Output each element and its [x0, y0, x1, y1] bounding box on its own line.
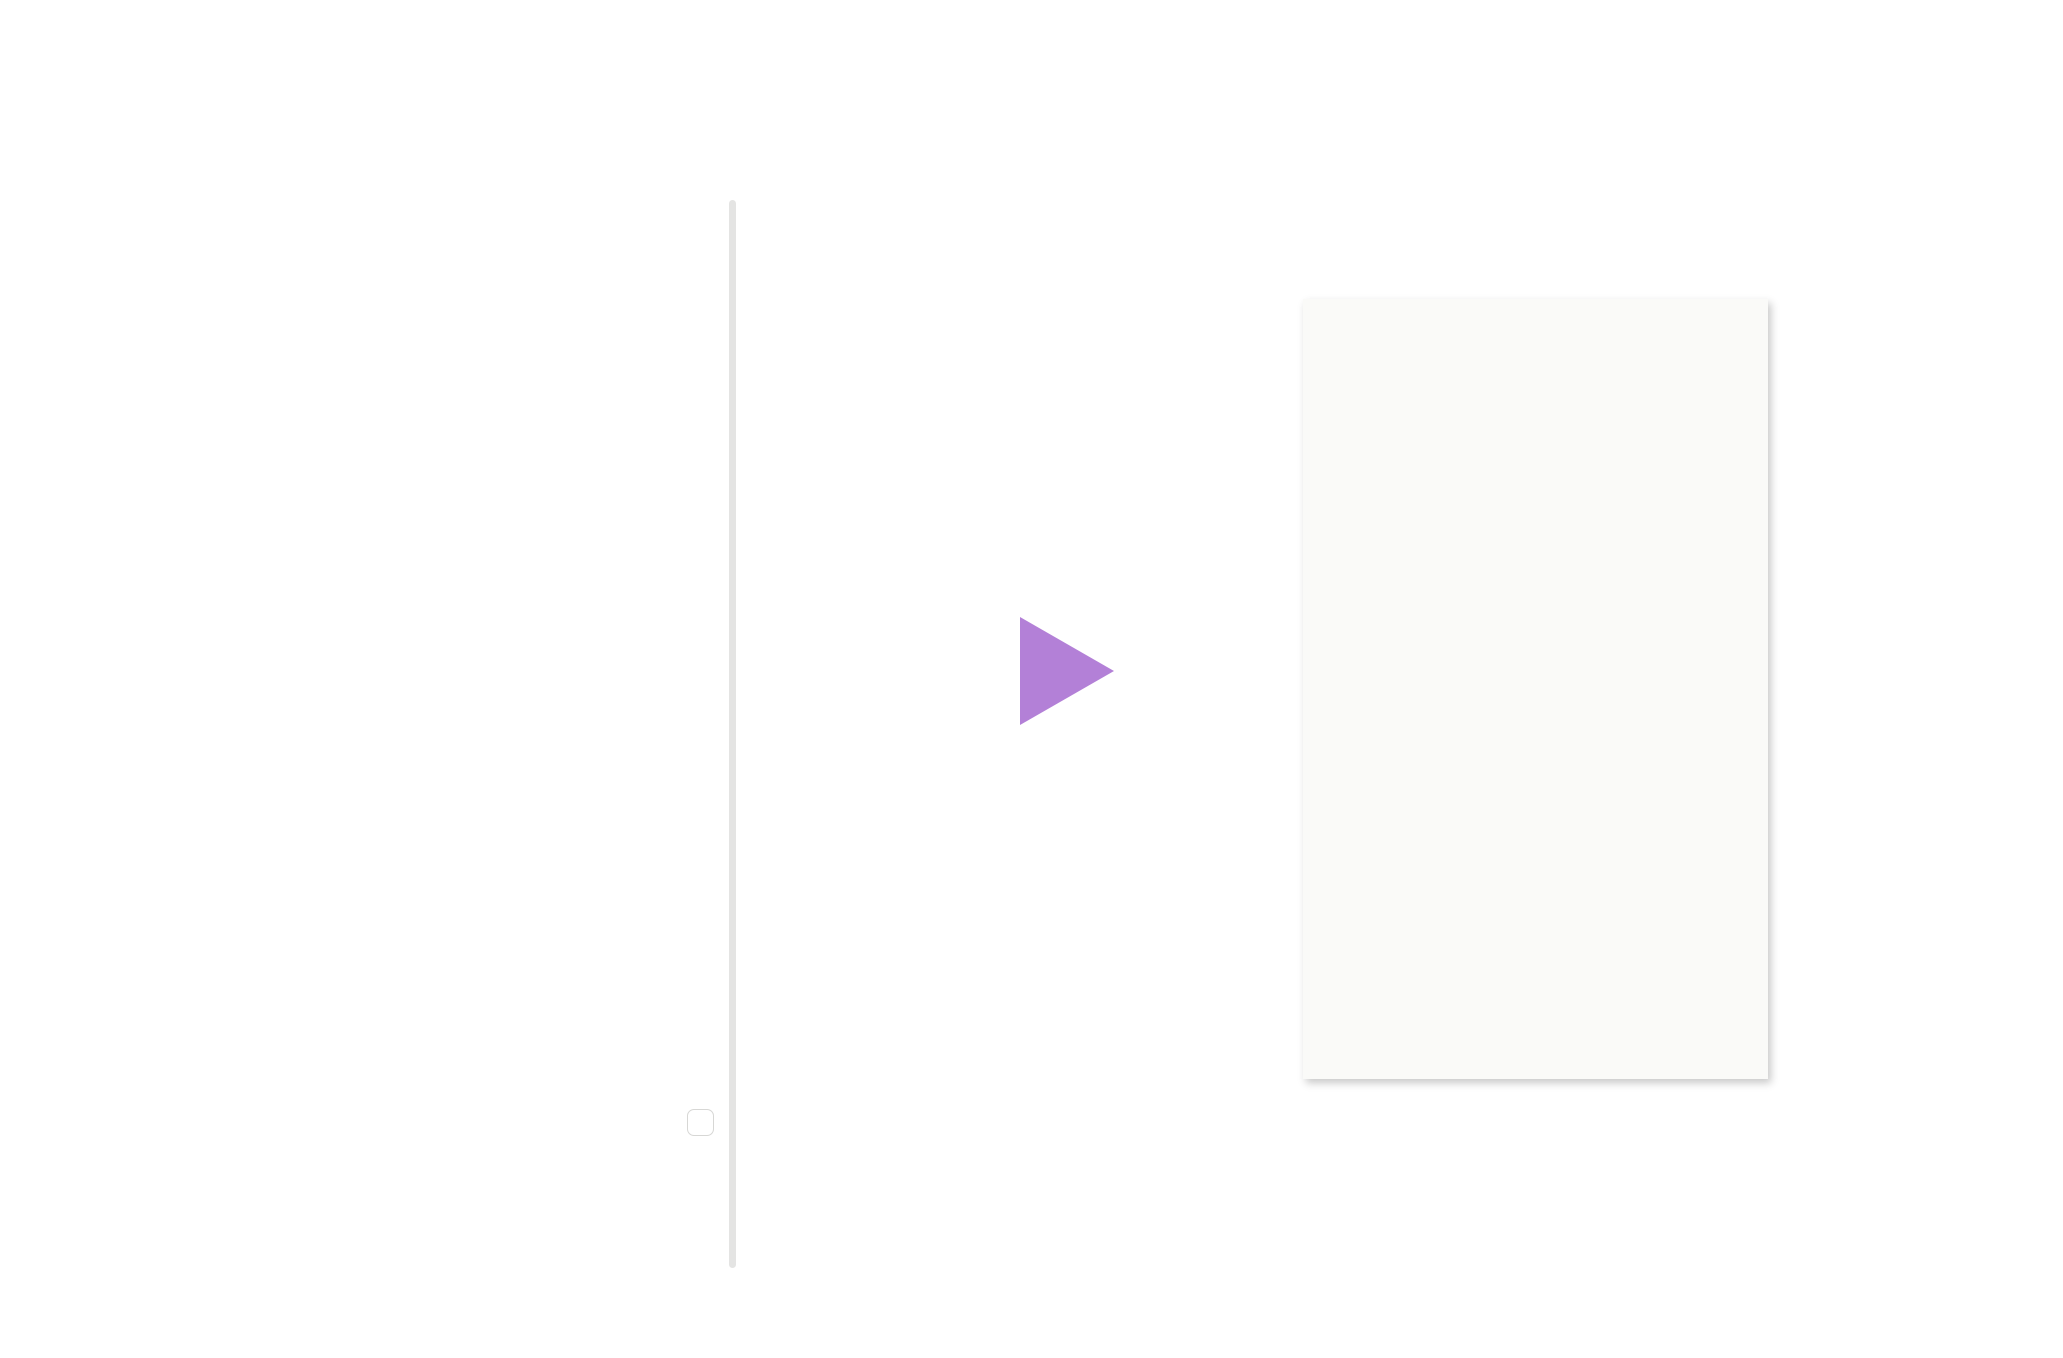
add-page-button[interactable]: [687, 1109, 714, 1136]
sidebar-scrollbar[interactable]: [729, 200, 736, 1268]
private-section-header: [388, 1102, 714, 1142]
para-sidebar-card: [1303, 299, 1768, 1079]
transform-arrow-icon: [1020, 617, 1114, 725]
